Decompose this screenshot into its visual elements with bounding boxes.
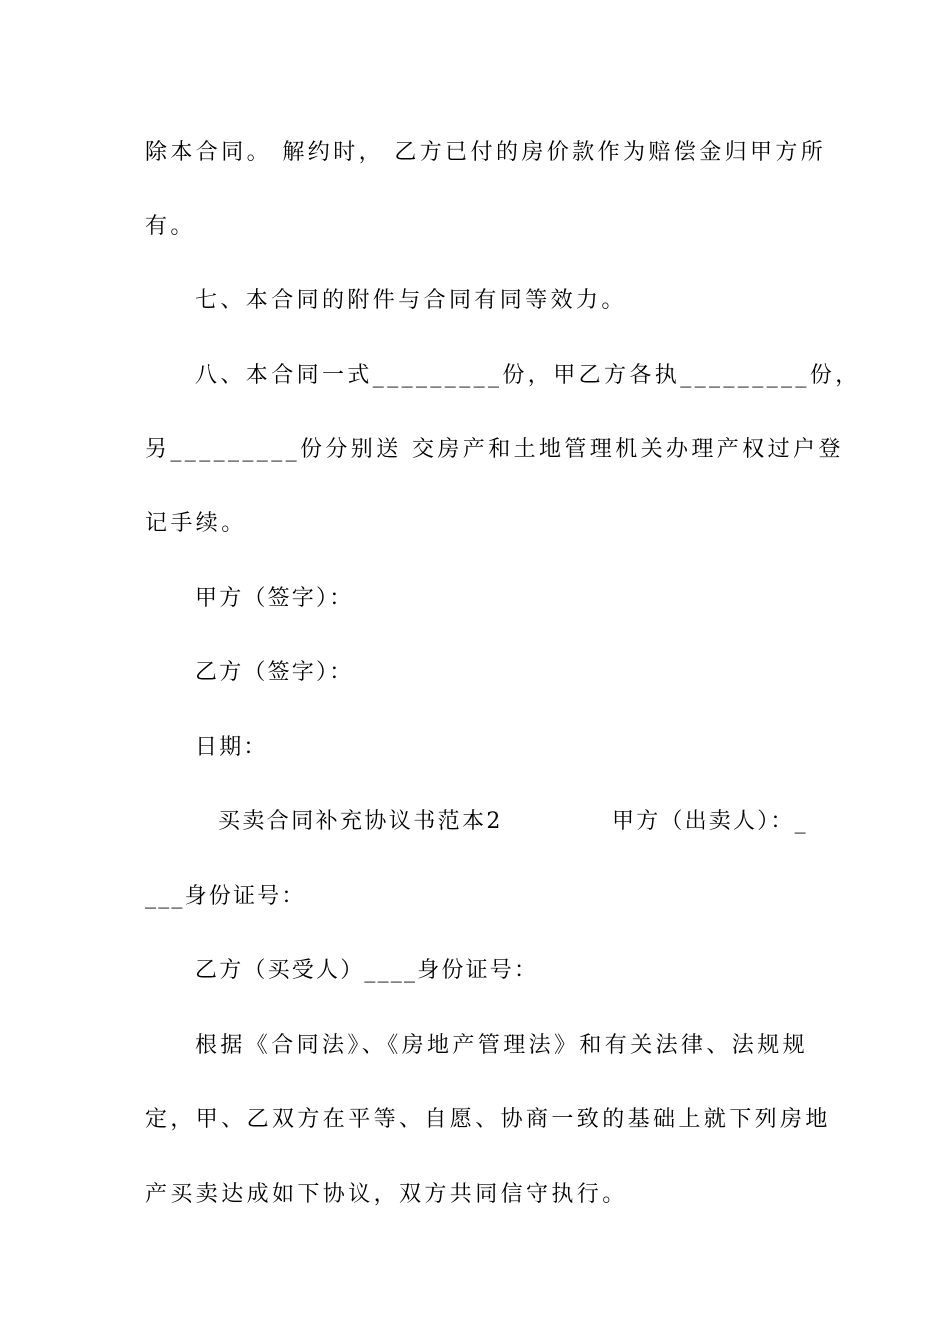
seller-id-line: ___身份证号： — [145, 884, 306, 909]
clause-seven: 七、本合同的附件与合同有同等效力。 — [195, 288, 627, 313]
paragraph-line: 产买卖达成如下协议，双方共同信守执行。 — [145, 1182, 628, 1207]
clause-eight: 八、本合同一式_________份，甲乙方各执_________份， — [195, 363, 861, 388]
paragraph-line: 定，甲、乙双方在平等、自愿、协商一致的基础上就下列房地 — [145, 1107, 831, 1132]
seller-label: 甲方（出卖人）：_ — [612, 809, 808, 834]
paragraph-line: 有。 — [145, 214, 196, 239]
party-a-signature: 甲方（签字）： — [195, 586, 354, 611]
paragraph-line: 另_________份分别送 交房产和土地管理机关办理产权过户登 — [145, 437, 844, 462]
paragraph-line: 除本合同。 解约时， 乙方已付的房价款作为赔偿金归甲方所 — [145, 140, 827, 165]
buyer-id-line: 乙方（买受人）____身份证号： — [195, 958, 539, 983]
paragraph-line: 记手续。 — [145, 511, 247, 536]
section-title: 买卖合同补充协议书范本2 — [218, 809, 503, 834]
party-b-signature: 乙方（签字）： — [195, 660, 354, 685]
date-label: 日期： — [195, 735, 268, 760]
paragraph-line: 根据《合同法》、《房地产管理法》和有关法律、法规规 — [195, 1033, 809, 1058]
